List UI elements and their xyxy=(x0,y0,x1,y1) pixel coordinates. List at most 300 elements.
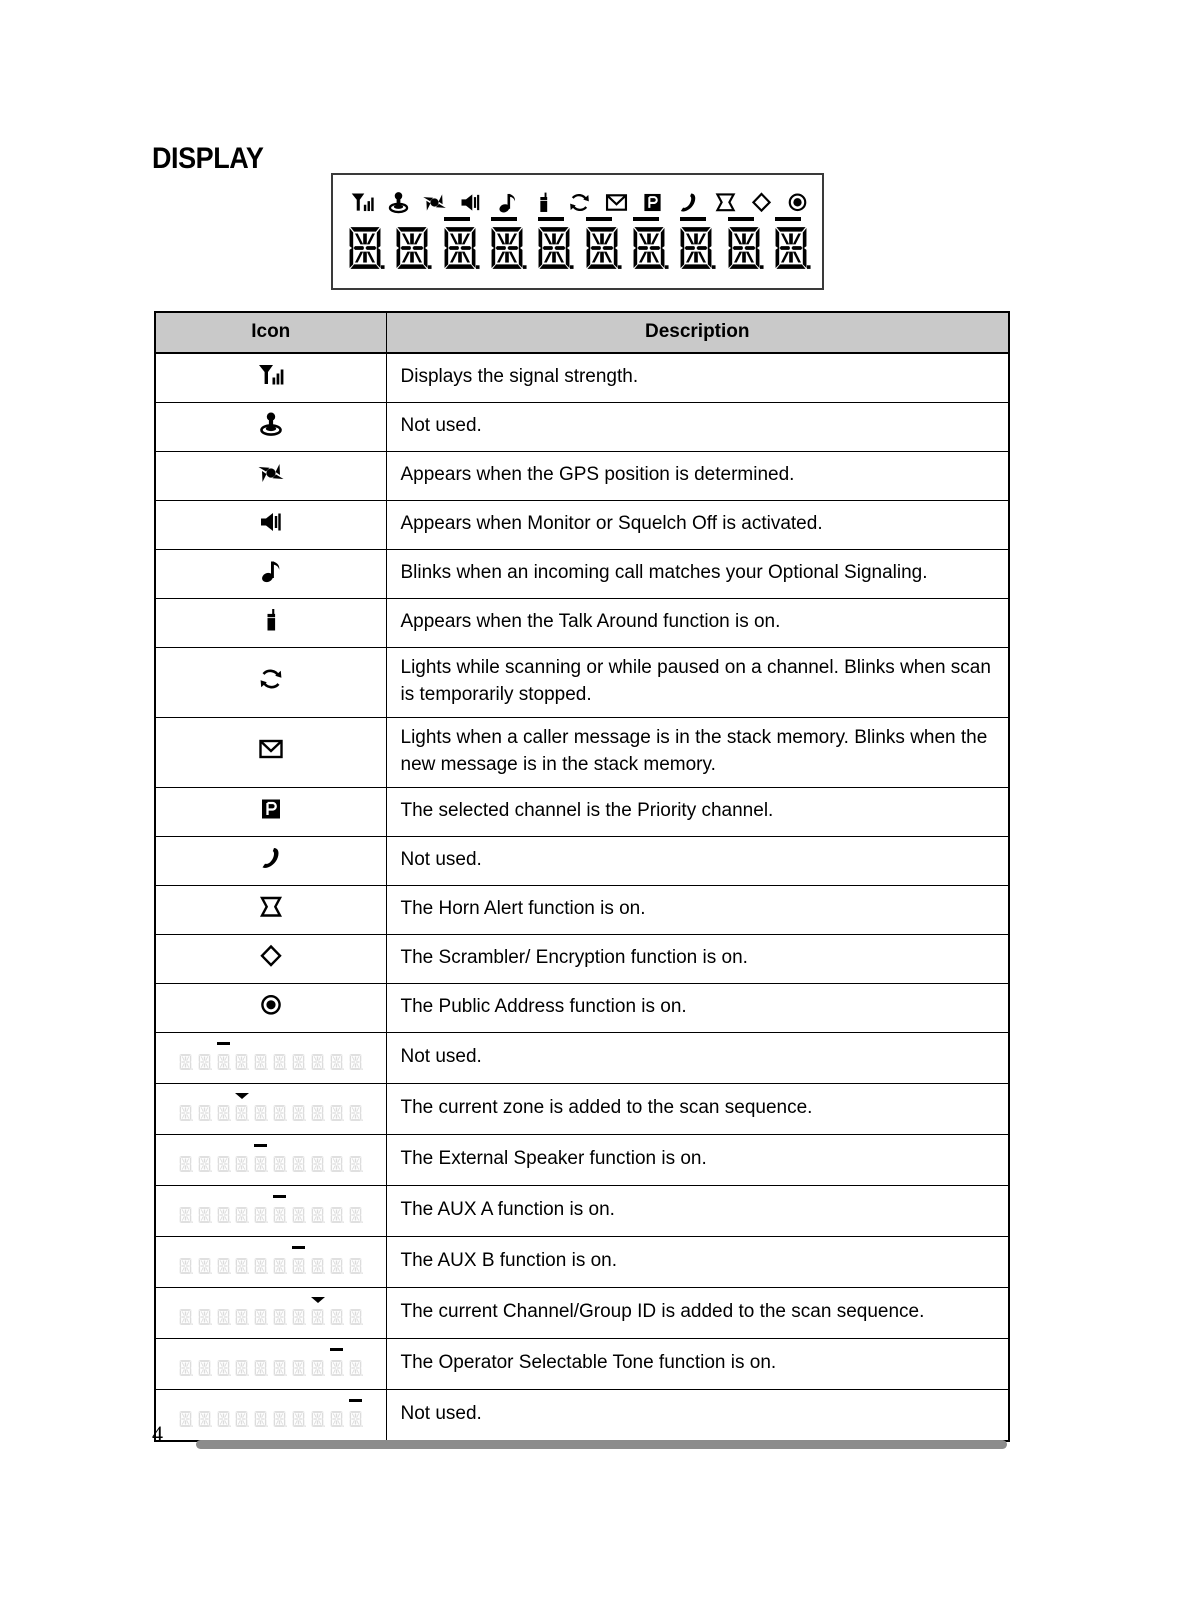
lcd-digit-glyph xyxy=(629,224,669,277)
lcd-icon-strip xyxy=(347,183,813,217)
segment-digit-9 xyxy=(329,1144,345,1178)
icon-cell xyxy=(155,452,386,501)
segment-digit-glyph xyxy=(272,1305,287,1335)
table-row xyxy=(155,648,1009,718)
segment-digit-5 xyxy=(253,1093,269,1127)
description-cell: The Public Address function is on. xyxy=(386,983,1009,1032)
segment-digit-glyph xyxy=(329,1254,344,1284)
segment-digit-glyph xyxy=(272,1407,287,1437)
segment-digit-glyph xyxy=(216,1254,231,1284)
segment-digit-7 xyxy=(291,1144,307,1178)
segment-digit-2 xyxy=(197,1042,213,1076)
description-cell: Not used. xyxy=(386,836,1009,885)
segment-digit-4 xyxy=(234,1399,250,1433)
segment-digit-7 xyxy=(291,1348,307,1382)
segment-digit-glyph xyxy=(178,1305,193,1335)
segment-digit-1 xyxy=(178,1246,194,1280)
segment-digit-9 xyxy=(329,1297,345,1331)
segment-digit-8 xyxy=(310,1297,326,1331)
table-row xyxy=(155,452,1009,501)
segment-digit-10 xyxy=(348,1399,364,1433)
segment-digit-glyph xyxy=(291,1305,306,1335)
segment-digit-glyph xyxy=(234,1356,249,1386)
lcd-gps-satellite-icon xyxy=(420,187,450,217)
segment-digit-6 xyxy=(272,1246,288,1280)
segment-digit-6 xyxy=(272,1042,288,1076)
table-row xyxy=(155,1134,1009,1185)
lcd-digit-glyph xyxy=(724,224,764,277)
description-cell: Not used. xyxy=(386,403,1009,452)
segment-digit-10 xyxy=(348,1144,364,1178)
segment-digit-2 xyxy=(197,1093,213,1127)
segment-digit-7 xyxy=(291,1093,307,1127)
segment-digit-glyph xyxy=(272,1203,287,1233)
lcd-digit-2 xyxy=(392,217,436,279)
horn-alert-icon xyxy=(254,892,288,922)
segment-digit-8 xyxy=(310,1093,326,1127)
lcd-radio-talkaround-icon xyxy=(529,187,559,217)
segment-marker-position-4 xyxy=(178,1093,364,1127)
segment-digit-glyph xyxy=(234,1203,249,1233)
segment-digit-3 xyxy=(216,1348,232,1382)
description-cell: The Horn Alert function is on. xyxy=(386,885,1009,934)
segment-digit-6 xyxy=(272,1399,288,1433)
icon-cell xyxy=(155,1083,386,1134)
lcd-digit-glyph xyxy=(582,224,622,277)
icon-cell xyxy=(155,1032,386,1083)
table-row xyxy=(155,1083,1009,1134)
segment-marker xyxy=(292,1246,305,1249)
gps-satellite-icon xyxy=(254,458,288,488)
segment-digit-9 xyxy=(329,1246,345,1280)
table-row xyxy=(155,983,1009,1032)
segment-digit-2 xyxy=(197,1348,213,1382)
segment-digit-glyph xyxy=(329,1305,344,1335)
segment-digit-glyph xyxy=(253,1356,268,1386)
icon-cell xyxy=(155,1287,386,1338)
description-cell: The External Speaker function is on. xyxy=(386,1134,1009,1185)
icon-cell xyxy=(155,599,386,648)
segment-marker-position-5 xyxy=(178,1144,364,1178)
segment-digit-10 xyxy=(348,1348,364,1382)
lcd-scan-refresh-icon xyxy=(565,187,595,217)
segment-digit-6 xyxy=(272,1297,288,1331)
segment-digit-glyph xyxy=(234,1101,249,1131)
table-row xyxy=(155,1185,1009,1236)
lcd-digit-1 xyxy=(345,217,389,279)
segment-digit-glyph xyxy=(348,1254,363,1284)
segment-digit-glyph xyxy=(178,1356,193,1386)
table-row xyxy=(155,1389,1009,1441)
description-cell: The current Channel/Group ID is added to the scan sequence. xyxy=(386,1287,1009,1338)
music-note-icon xyxy=(254,556,288,586)
segment-digit-glyph xyxy=(178,1101,193,1131)
segment-digit-glyph xyxy=(197,1407,212,1437)
page-number: 4 xyxy=(152,1421,163,1446)
segment-digit-glyph xyxy=(348,1050,363,1080)
segment-digit-glyph xyxy=(234,1305,249,1335)
segment-digit-glyph xyxy=(216,1101,231,1131)
table-row xyxy=(155,885,1009,934)
priority-p-icon xyxy=(254,794,288,824)
description-cell: Lights while scanning or while paused on a channel. Blinks when scan is temporarily stopped. xyxy=(386,648,1009,718)
table-row xyxy=(155,550,1009,599)
lcd-digit-glyph xyxy=(676,224,716,277)
lcd-public-address-icon xyxy=(783,187,813,217)
segment-digit-glyph xyxy=(272,1254,287,1284)
segment-digit-6 xyxy=(272,1144,288,1178)
segment-digit-glyph xyxy=(253,1254,268,1284)
segment-digit-glyph xyxy=(348,1407,363,1437)
lcd-priority-p-icon xyxy=(638,187,668,217)
segment-digit-glyph xyxy=(253,1050,268,1080)
segment-digit-glyph xyxy=(253,1407,268,1437)
description-cell: Not used. xyxy=(386,1389,1009,1441)
segment-marker-position-3 xyxy=(178,1042,364,1076)
segment-digit-glyph xyxy=(310,1203,325,1233)
scan-refresh-icon xyxy=(254,664,288,694)
lcd-digit-strip xyxy=(345,217,815,279)
segment-digit-1 xyxy=(178,1399,194,1433)
segment-marker xyxy=(273,1195,286,1198)
column-header-description: Description xyxy=(386,312,1009,353)
lcd-envelope-icon xyxy=(601,187,631,217)
segment-digit-10 xyxy=(348,1246,364,1280)
phone-handset-icon xyxy=(254,843,288,873)
segment-digit-2 xyxy=(197,1195,213,1229)
table-row xyxy=(155,1338,1009,1389)
segment-marker xyxy=(349,1399,362,1402)
segment-digit-glyph xyxy=(291,1356,306,1386)
lcd-digit-glyph xyxy=(534,224,574,277)
segment-digit-7 xyxy=(291,1246,307,1280)
segment-digit-2 xyxy=(197,1297,213,1331)
segment-digit-glyph xyxy=(310,1152,325,1182)
lcd-music-note-icon xyxy=(492,187,522,217)
icon-cell xyxy=(155,353,386,403)
segment-marker-position-7 xyxy=(178,1246,364,1280)
segment-digit-glyph xyxy=(253,1305,268,1335)
segment-digit-glyph xyxy=(291,1203,306,1233)
description-cell: Appears when the GPS position is determined. xyxy=(386,452,1009,501)
segment-digit-9 xyxy=(329,1348,345,1382)
lcd-digit-5 xyxy=(534,217,578,279)
table-row xyxy=(155,836,1009,885)
segment-digit-10 xyxy=(348,1093,364,1127)
segment-digit-8 xyxy=(310,1246,326,1280)
table-row xyxy=(155,353,1009,403)
lcd-digit-marker xyxy=(444,217,470,221)
icon-cell xyxy=(155,1185,386,1236)
lcd-digit-6 xyxy=(582,217,626,279)
segment-digit-3 xyxy=(216,1399,232,1433)
segment-digit-glyph xyxy=(216,1356,231,1386)
segment-marker-position-10 xyxy=(178,1399,364,1433)
lcd-digit-glyph xyxy=(487,224,527,277)
icon-cell xyxy=(155,983,386,1032)
description-cell: The AUX A function is on. xyxy=(386,1185,1009,1236)
segment-marker xyxy=(311,1297,325,1303)
segment-digit-glyph xyxy=(216,1305,231,1335)
segment-marker xyxy=(217,1042,230,1045)
joystick-icon xyxy=(254,409,288,439)
icon-cell xyxy=(155,836,386,885)
segment-digit-10 xyxy=(348,1297,364,1331)
segment-digit-glyph xyxy=(329,1203,344,1233)
column-header-icon: Icon xyxy=(155,312,386,353)
segment-digit-glyph xyxy=(216,1407,231,1437)
segment-marker-position-8 xyxy=(178,1297,364,1331)
segment-digit-2 xyxy=(197,1246,213,1280)
segment-digit-2 xyxy=(197,1399,213,1433)
segment-digit-6 xyxy=(272,1348,288,1382)
segment-digit-glyph xyxy=(178,1050,193,1080)
segment-digit-glyph xyxy=(272,1356,287,1386)
table-row xyxy=(155,403,1009,452)
segment-digit-glyph xyxy=(291,1050,306,1080)
segment-digit-4 xyxy=(234,1093,250,1127)
lcd-digit-glyph xyxy=(345,224,385,277)
description-cell: The Operator Selectable Tone function is on. xyxy=(386,1338,1009,1389)
table-body xyxy=(155,353,1009,1441)
segment-digit-1 xyxy=(178,1144,194,1178)
segment-digit-glyph xyxy=(234,1407,249,1437)
segment-digit-1 xyxy=(178,1042,194,1076)
icon-cell xyxy=(155,403,386,452)
segment-digit-3 xyxy=(216,1246,232,1280)
lcd-horn-alert-icon xyxy=(710,187,740,217)
segment-digit-glyph xyxy=(291,1407,306,1437)
segment-digit-glyph xyxy=(348,1101,363,1131)
segment-digit-glyph xyxy=(234,1152,249,1182)
segment-digit-glyph xyxy=(197,1254,212,1284)
segment-digit-glyph xyxy=(197,1203,212,1233)
segment-digit-glyph xyxy=(197,1152,212,1182)
icon-cell xyxy=(155,787,386,836)
segment-digit-4 xyxy=(234,1297,250,1331)
segment-digit-glyph xyxy=(310,1356,325,1386)
lcd-digit-7 xyxy=(629,217,673,279)
lcd-digit-9 xyxy=(724,217,768,279)
segment-digit-2 xyxy=(197,1144,213,1178)
icon-cell xyxy=(155,717,386,787)
segment-digit-9 xyxy=(329,1093,345,1127)
segment-digit-3 xyxy=(216,1144,232,1178)
segment-digit-6 xyxy=(272,1195,288,1229)
lcd-digit-10 xyxy=(771,217,815,279)
lcd-digit-marker xyxy=(538,217,564,221)
segment-digit-7 xyxy=(291,1042,307,1076)
segment-digit-5 xyxy=(253,1246,269,1280)
segment-digit-glyph xyxy=(216,1152,231,1182)
segment-digit-10 xyxy=(348,1195,364,1229)
icon-cell xyxy=(155,1134,386,1185)
lcd-speaker-monitor-icon xyxy=(456,187,486,217)
table-row xyxy=(155,717,1009,787)
table-row xyxy=(155,787,1009,836)
segment-digit-glyph xyxy=(197,1050,212,1080)
segment-digit-3 xyxy=(216,1195,232,1229)
lcd-digit-marker xyxy=(728,217,754,221)
segment-digit-8 xyxy=(310,1042,326,1076)
public-address-icon xyxy=(254,990,288,1020)
segment-digit-glyph xyxy=(291,1152,306,1182)
description-cell: The Scrambler/ Encryption function is on. xyxy=(386,934,1009,983)
segment-digit-10 xyxy=(348,1042,364,1076)
segment-digit-glyph xyxy=(216,1203,231,1233)
segment-digit-5 xyxy=(253,1399,269,1433)
segment-digit-1 xyxy=(178,1195,194,1229)
segment-digit-glyph xyxy=(310,1101,325,1131)
display-icon-table xyxy=(154,311,1010,1442)
lcd-digit-marker xyxy=(586,217,612,221)
segment-digit-glyph xyxy=(234,1254,249,1284)
description-cell: Displays the signal strength. xyxy=(386,353,1009,403)
segment-digit-4 xyxy=(234,1348,250,1382)
table-row xyxy=(155,1287,1009,1338)
segment-digit-glyph xyxy=(291,1254,306,1284)
segment-digit-3 xyxy=(216,1042,232,1076)
segment-digit-glyph xyxy=(310,1407,325,1437)
segment-digit-5 xyxy=(253,1297,269,1331)
segment-digit-4 xyxy=(234,1042,250,1076)
segment-digit-glyph xyxy=(178,1152,193,1182)
segment-digit-glyph xyxy=(178,1254,193,1284)
description-cell: The AUX B function is on. xyxy=(386,1236,1009,1287)
segment-marker-position-6 xyxy=(178,1195,364,1229)
segment-digit-4 xyxy=(234,1246,250,1280)
segment-digit-4 xyxy=(234,1195,250,1229)
icon-cell xyxy=(155,885,386,934)
lcd-display-illustration xyxy=(331,173,824,290)
segment-digit-glyph xyxy=(272,1101,287,1131)
diamond-scrambler-icon xyxy=(254,941,288,971)
segment-digit-glyph xyxy=(197,1305,212,1335)
segment-digit-9 xyxy=(329,1399,345,1433)
segment-digit-glyph xyxy=(348,1356,363,1386)
segment-digit-glyph xyxy=(197,1356,212,1386)
segment-digit-glyph xyxy=(348,1152,363,1182)
segment-digit-glyph xyxy=(178,1407,193,1437)
segment-digit-4 xyxy=(234,1144,250,1178)
segment-digit-1 xyxy=(178,1093,194,1127)
icon-cell xyxy=(155,648,386,718)
segment-digit-glyph xyxy=(348,1203,363,1233)
signal-strength-icon xyxy=(254,360,288,390)
lcd-digit-8 xyxy=(676,217,720,279)
segment-digit-7 xyxy=(291,1399,307,1433)
segment-marker xyxy=(330,1348,343,1351)
table-row xyxy=(155,599,1009,648)
segment-digit-glyph xyxy=(329,1407,344,1437)
segment-digit-8 xyxy=(310,1144,326,1178)
segment-digit-glyph xyxy=(310,1254,325,1284)
icon-cell xyxy=(155,1389,386,1441)
lcd-digit-marker xyxy=(680,217,706,221)
segment-digit-5 xyxy=(253,1348,269,1382)
radio-talkaround-icon xyxy=(254,605,288,635)
segment-digit-3 xyxy=(216,1093,232,1127)
segment-digit-glyph xyxy=(197,1101,212,1131)
segment-digit-9 xyxy=(329,1195,345,1229)
segment-digit-5 xyxy=(253,1042,269,1076)
icon-cell xyxy=(155,550,386,599)
segment-digit-glyph xyxy=(310,1050,325,1080)
table-row xyxy=(155,501,1009,550)
lcd-digit-glyph xyxy=(392,224,432,277)
description-cell: Blinks when an incoming call matches your Optional Signaling. xyxy=(386,550,1009,599)
lcd-digit-4 xyxy=(487,217,531,279)
page-title: DISPLAY xyxy=(152,142,264,175)
description-cell: Appears when the Talk Around function is on. xyxy=(386,599,1009,648)
icon-cell xyxy=(155,1338,386,1389)
segment-digit-glyph xyxy=(329,1356,344,1386)
table-row xyxy=(155,1236,1009,1287)
segment-digit-glyph xyxy=(253,1101,268,1131)
segment-digit-glyph xyxy=(253,1152,268,1182)
lcd-digit-glyph xyxy=(440,224,480,277)
description-cell: The current zone is added to the scan sequence. xyxy=(386,1083,1009,1134)
segment-digit-glyph xyxy=(348,1305,363,1335)
lcd-digit-3 xyxy=(440,217,484,279)
description-cell: The selected channel is the Priority channel. xyxy=(386,787,1009,836)
lcd-digit-marker xyxy=(775,217,801,221)
icon-cell xyxy=(155,501,386,550)
segment-digit-8 xyxy=(310,1195,326,1229)
segment-digit-glyph xyxy=(329,1101,344,1131)
segment-digit-1 xyxy=(178,1297,194,1331)
table-row xyxy=(155,1032,1009,1083)
segment-digit-glyph xyxy=(253,1203,268,1233)
segment-marker-position-9 xyxy=(178,1348,364,1382)
segment-digit-7 xyxy=(291,1297,307,1331)
icon-cell xyxy=(155,934,386,983)
lcd-digit-glyph xyxy=(771,224,811,277)
segment-digit-glyph xyxy=(329,1152,344,1182)
lcd-digit-marker xyxy=(491,217,517,221)
lcd-signal-strength-icon xyxy=(347,187,377,217)
segment-digit-glyph xyxy=(310,1305,325,1335)
segment-marker xyxy=(254,1144,267,1147)
envelope-icon xyxy=(254,734,288,764)
segment-digit-1 xyxy=(178,1348,194,1382)
segment-digit-5 xyxy=(253,1144,269,1178)
segment-digit-6 xyxy=(272,1093,288,1127)
segment-digit-8 xyxy=(310,1348,326,1382)
segment-digit-glyph xyxy=(272,1152,287,1182)
speaker-monitor-icon xyxy=(254,507,288,537)
segment-digit-7 xyxy=(291,1195,307,1229)
lcd-phone-handset-icon xyxy=(674,187,704,217)
segment-digit-9 xyxy=(329,1042,345,1076)
segment-digit-glyph xyxy=(272,1050,287,1080)
segment-digit-glyph xyxy=(178,1203,193,1233)
segment-digit-glyph xyxy=(291,1101,306,1131)
description-cell: Lights when a caller message is in the stack memory. Blinks when the new message is in the stack memory. xyxy=(386,717,1009,787)
description-cell: Appears when Monitor or Squelch Off is activated. xyxy=(386,501,1009,550)
segment-digit-glyph xyxy=(216,1050,231,1080)
segment-digit-8 xyxy=(310,1399,326,1433)
segment-digit-3 xyxy=(216,1297,232,1331)
lcd-diamond-scrambler-icon xyxy=(747,187,777,217)
description-cell: Not used. xyxy=(386,1032,1009,1083)
segment-marker xyxy=(235,1093,249,1099)
icon-cell xyxy=(155,1236,386,1287)
segment-digit-5 xyxy=(253,1195,269,1229)
lcd-digit-marker xyxy=(633,217,659,221)
segment-digit-glyph xyxy=(234,1050,249,1080)
table-row xyxy=(155,934,1009,983)
